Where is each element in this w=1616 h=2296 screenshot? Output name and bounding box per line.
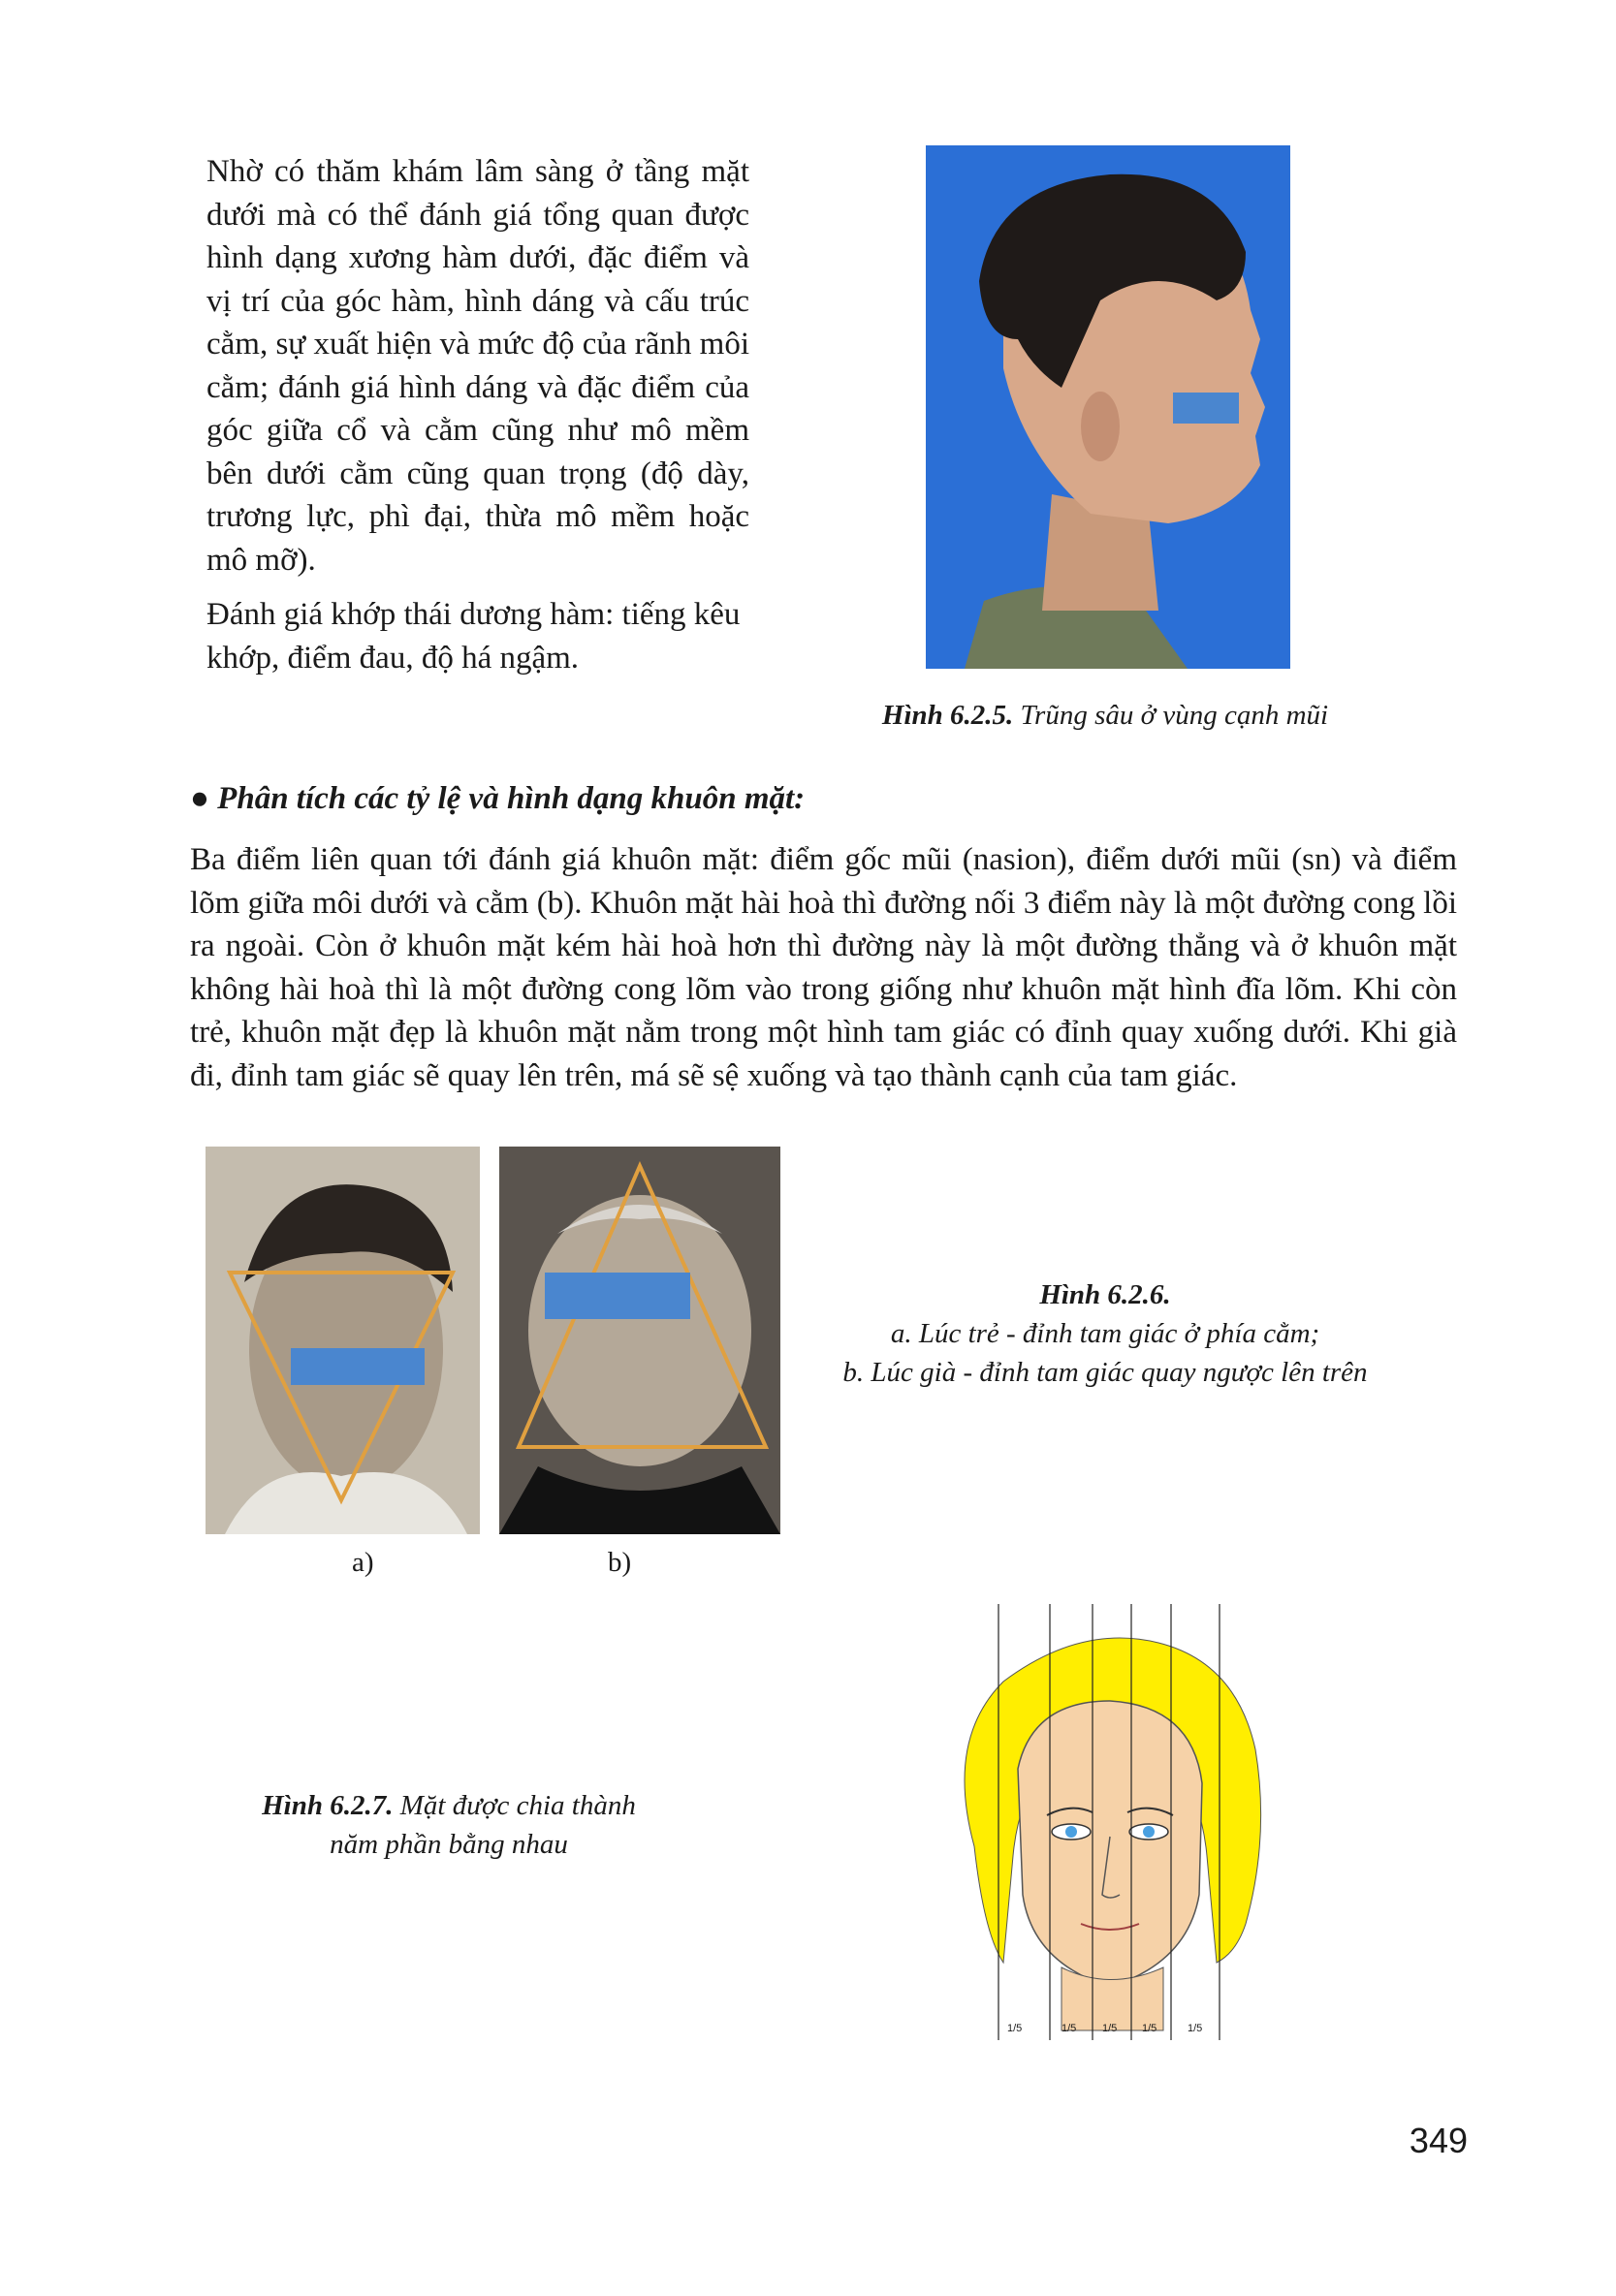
face-fifths-illustration [945,1604,1270,2040]
young-face-illustration [206,1147,480,1534]
old-face-photo [499,1147,780,1534]
intro-paragraph: Nhờ có thăm khám lâm sàng ở tầng mặt dưới mà có thể đánh giá tổng quan được hình dạng xương hàm dưới, đặc điểm và vị trí của góc hàm, hình dáng và cấu trúc cằm, sự xuất hiện và mức độ của rãnh môi cằm; đánh giá hình dáng và đặc điểm của góc giữa cổ và cằm cũng như mô mềm bên dưới cằm cũng quan trọng (độ dày, trương lực, phì đại, thừa mô mềm hoặc mô mỡ). [206,154,749,578]
young-face-photo [206,1147,480,1534]
figure-627-caption-line2: năm phần bằng nhau [330,1829,568,1860]
tmj-paragraph: Đánh giá khớp thái dương hàm: tiếng kêu khớp, điểm đau, độ há ngậm. [206,597,741,676]
figure-625-label: Hình 6.2.5. [881,700,1014,731]
face-redaction-bar [1173,393,1239,424]
figure-625-text: Trũng sâu ở vùng cạnh mũi [1013,700,1329,731]
figure-626-line-b: b. Lúc già - đỉnh tam giác quay ngược lên trên [842,1357,1368,1388]
figure-627-label: Hình 6.2.7. [262,1790,394,1821]
fifth-label: 1/5 [1188,2023,1203,2034]
profile-photo [926,145,1290,669]
fifth-label: 1/5 [1102,2023,1118,2034]
intro-text-column [206,150,749,691]
old-face-redaction-bar [545,1273,690,1319]
fifth-label: 1/5 [1142,2023,1157,2034]
young-face-redaction-bar [291,1348,425,1385]
figure-627-caption-line1: Mặt được chia thành [393,1790,636,1821]
page-number: 349 [1409,2121,1468,2160]
fifth-label: 1/5 [1061,2023,1077,2034]
figure-627-caption [226,1786,672,1864]
figure-626-line-a: a. Lúc trẻ - đỉnh tam giác ở phía cằm; [890,1318,1320,1349]
fifth-label: 1/5 [1007,2023,1023,2034]
old-face-illustration [499,1147,780,1534]
section-paragraph: Ba điểm liên quan tới đánh giá khuôn mặt: điểm gốc mũi (nasion), điểm dưới mũi (sn) và điểm lõm giữa môi dưới và cằm (b). Khuôn mặt hài hoà thì đường nối 3 điểm này là một đường cong lồi ra ngoài. Còn ở khuôn mặt kém hài hoà hơn thì đường này là một đường thẳng và ở khuôn mặt không hài hoà thì là một đường cong lõm vào trong giống như khuôn mặt hình đĩa lõm. Khi còn trẻ, khuôn mặt đẹp là khuôn mặt nằm trong một hình tam giác có đỉnh quay xuống dưới. Khi già đi, đỉnh tam giác sẽ quay lên trên, má sẽ sệ xuống và tạo thành cạnh của tam giác. [190,842,1457,1093]
figure-626-label: Hình 6.2.6. [1039,1279,1171,1310]
section-heading: ● Phân tích các tỷ lệ và hình dạng khuôn mặt: [190,781,806,816]
face-fifths-drawing [945,1604,1270,2040]
figure-626-caption [795,1275,1415,1392]
figure-625-caption [834,696,1377,735]
figure-626-sublabel-b: b) [608,1547,632,1578]
figure-626-sublabel-a: a) [352,1547,374,1578]
